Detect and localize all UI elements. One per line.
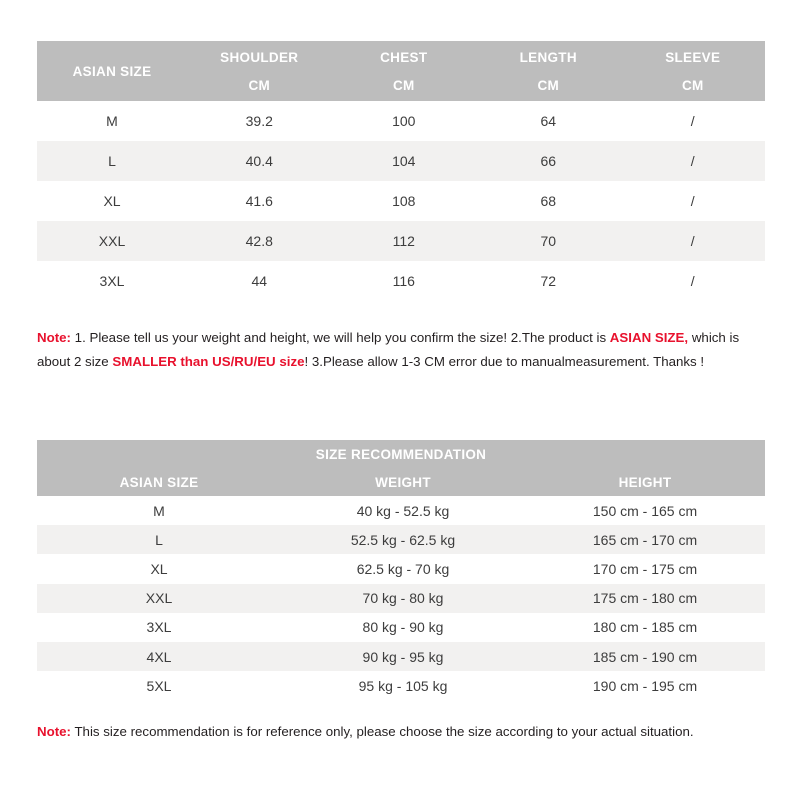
table-row bbox=[37, 141, 765, 181]
header-label-sleeve: SLEEVE bbox=[665, 49, 721, 65]
cell-height: 190 cm - 195 cm bbox=[592, 677, 698, 694]
cell-chest: 108 bbox=[392, 193, 416, 209]
cell-length: 66 bbox=[540, 153, 557, 169]
header-cell-sleeve bbox=[621, 41, 766, 101]
recommendation-note bbox=[37, 720, 767, 744]
header-cell-weight: WEIGHT bbox=[281, 468, 525, 496]
cell-size: XL bbox=[150, 560, 168, 577]
table-row bbox=[37, 554, 765, 583]
cell-shoulder: 40.4 bbox=[245, 153, 273, 169]
note-text: This size recommendation is for reference only, please choose the size according to your actual situation. bbox=[70, 724, 694, 740]
cell-sleeve: / bbox=[690, 273, 695, 289]
table-row bbox=[37, 642, 765, 671]
note-highlight-smaller: SMALLER than US/RU/EU size bbox=[112, 354, 305, 370]
table-row bbox=[37, 221, 765, 261]
cell-size: 3XL bbox=[146, 619, 172, 636]
header-unit-length: CM bbox=[537, 77, 560, 93]
cell-height: 180 cm - 185 cm bbox=[592, 619, 698, 636]
cell-weight: 62.5 kg - 70 kg bbox=[356, 560, 450, 577]
cell-shoulder: 41.6 bbox=[245, 193, 273, 209]
cell-shoulder: 42.8 bbox=[245, 233, 273, 249]
cell-size: L bbox=[108, 153, 116, 169]
note-label: Note: bbox=[37, 330, 71, 346]
table-row bbox=[37, 101, 765, 141]
cell-chest: 100 bbox=[392, 113, 416, 129]
header-label-length: LENGTH bbox=[519, 49, 577, 65]
cell-length: 70 bbox=[540, 233, 557, 249]
header-label-chest: CHEST bbox=[380, 49, 428, 65]
header-cell-asian-size: ASIAN SIZE bbox=[37, 468, 281, 496]
cell-size: 5XL bbox=[146, 677, 172, 694]
cell-sleeve: / bbox=[690, 153, 695, 169]
cell-size: XXL bbox=[98, 233, 126, 249]
header-cell-shoulder bbox=[187, 41, 332, 101]
cell-height: 165 cm - 170 cm bbox=[592, 531, 698, 548]
header-unit-shoulder: CM bbox=[248, 77, 271, 93]
header-label-asian-size: ASIAN SIZE bbox=[72, 63, 152, 79]
measurement-note bbox=[37, 326, 767, 374]
cell-size: L bbox=[155, 531, 163, 548]
recommendation-header-row bbox=[37, 468, 765, 496]
header-cell-height: HEIGHT bbox=[525, 468, 765, 496]
note-text-part3: ! 3.Please allow 1-3 CM error due to manualmeasurement. Thanks ! bbox=[304, 354, 705, 370]
cell-weight: 52.5 kg - 62.5 kg bbox=[350, 531, 456, 548]
cell-height: 150 cm - 165 cm bbox=[592, 502, 698, 519]
cell-length: 64 bbox=[540, 113, 557, 129]
table-row bbox=[37, 261, 765, 301]
recommendation-title: SIZE RECOMMENDATION bbox=[37, 440, 765, 468]
cell-sleeve: / bbox=[690, 113, 695, 129]
cell-weight: 95 kg - 105 kg bbox=[358, 677, 448, 694]
header-cell-length bbox=[476, 41, 621, 101]
header-cell-chest bbox=[332, 41, 477, 101]
cell-shoulder: 39.2 bbox=[245, 113, 273, 129]
header-unit-sleeve: CM bbox=[681, 77, 704, 93]
header-unit-chest: CM bbox=[392, 77, 415, 93]
cell-sleeve: / bbox=[690, 233, 695, 249]
note-text-part1: 1. Please tell us your weight and height, we will help you confirm the size! 2.The product is bbox=[70, 330, 610, 346]
cell-size: M bbox=[106, 113, 118, 129]
cell-length: 68 bbox=[540, 193, 557, 209]
cell-weight: 70 kg - 80 kg bbox=[362, 590, 444, 607]
table-row bbox=[37, 496, 765, 525]
header-cell-asian-size bbox=[37, 41, 187, 101]
cell-height: 185 cm - 190 cm bbox=[592, 648, 698, 665]
note-text-part2: which is about 2 size bbox=[37, 330, 740, 370]
measurement-header-row bbox=[37, 41, 765, 101]
cell-size: 4XL bbox=[146, 648, 172, 665]
cell-height: 170 cm - 175 cm bbox=[592, 560, 698, 577]
table-row bbox=[37, 584, 765, 613]
cell-chest: 104 bbox=[392, 153, 416, 169]
cell-size: 3XL bbox=[99, 273, 125, 289]
cell-sleeve: / bbox=[690, 193, 695, 209]
cell-size: XL bbox=[103, 193, 121, 209]
cell-chest: 112 bbox=[392, 233, 415, 249]
cell-size: M bbox=[153, 502, 165, 519]
cell-weight: 40 kg - 52.5 kg bbox=[356, 502, 450, 519]
table-row bbox=[37, 181, 765, 221]
cell-weight: 80 kg - 90 kg bbox=[362, 619, 444, 636]
cell-size: XXL bbox=[145, 590, 173, 607]
header-label-shoulder: SHOULDER bbox=[220, 49, 299, 65]
cell-weight: 90 kg - 95 kg bbox=[362, 648, 444, 665]
size-measurement-table bbox=[37, 41, 765, 301]
cell-chest: 116 bbox=[392, 273, 415, 289]
size-recommendation-table bbox=[37, 440, 765, 700]
table-row bbox=[37, 671, 765, 700]
table-row bbox=[37, 613, 765, 642]
note-label: Note: bbox=[37, 724, 71, 740]
note-highlight-asian-size: ASIAN SIZE, bbox=[609, 330, 689, 346]
cell-shoulder: 44 bbox=[251, 273, 268, 289]
cell-length: 72 bbox=[540, 273, 557, 289]
table-row bbox=[37, 525, 765, 554]
recommendation-title-row bbox=[37, 440, 765, 468]
cell-height: 175 cm - 180 cm bbox=[592, 590, 698, 607]
